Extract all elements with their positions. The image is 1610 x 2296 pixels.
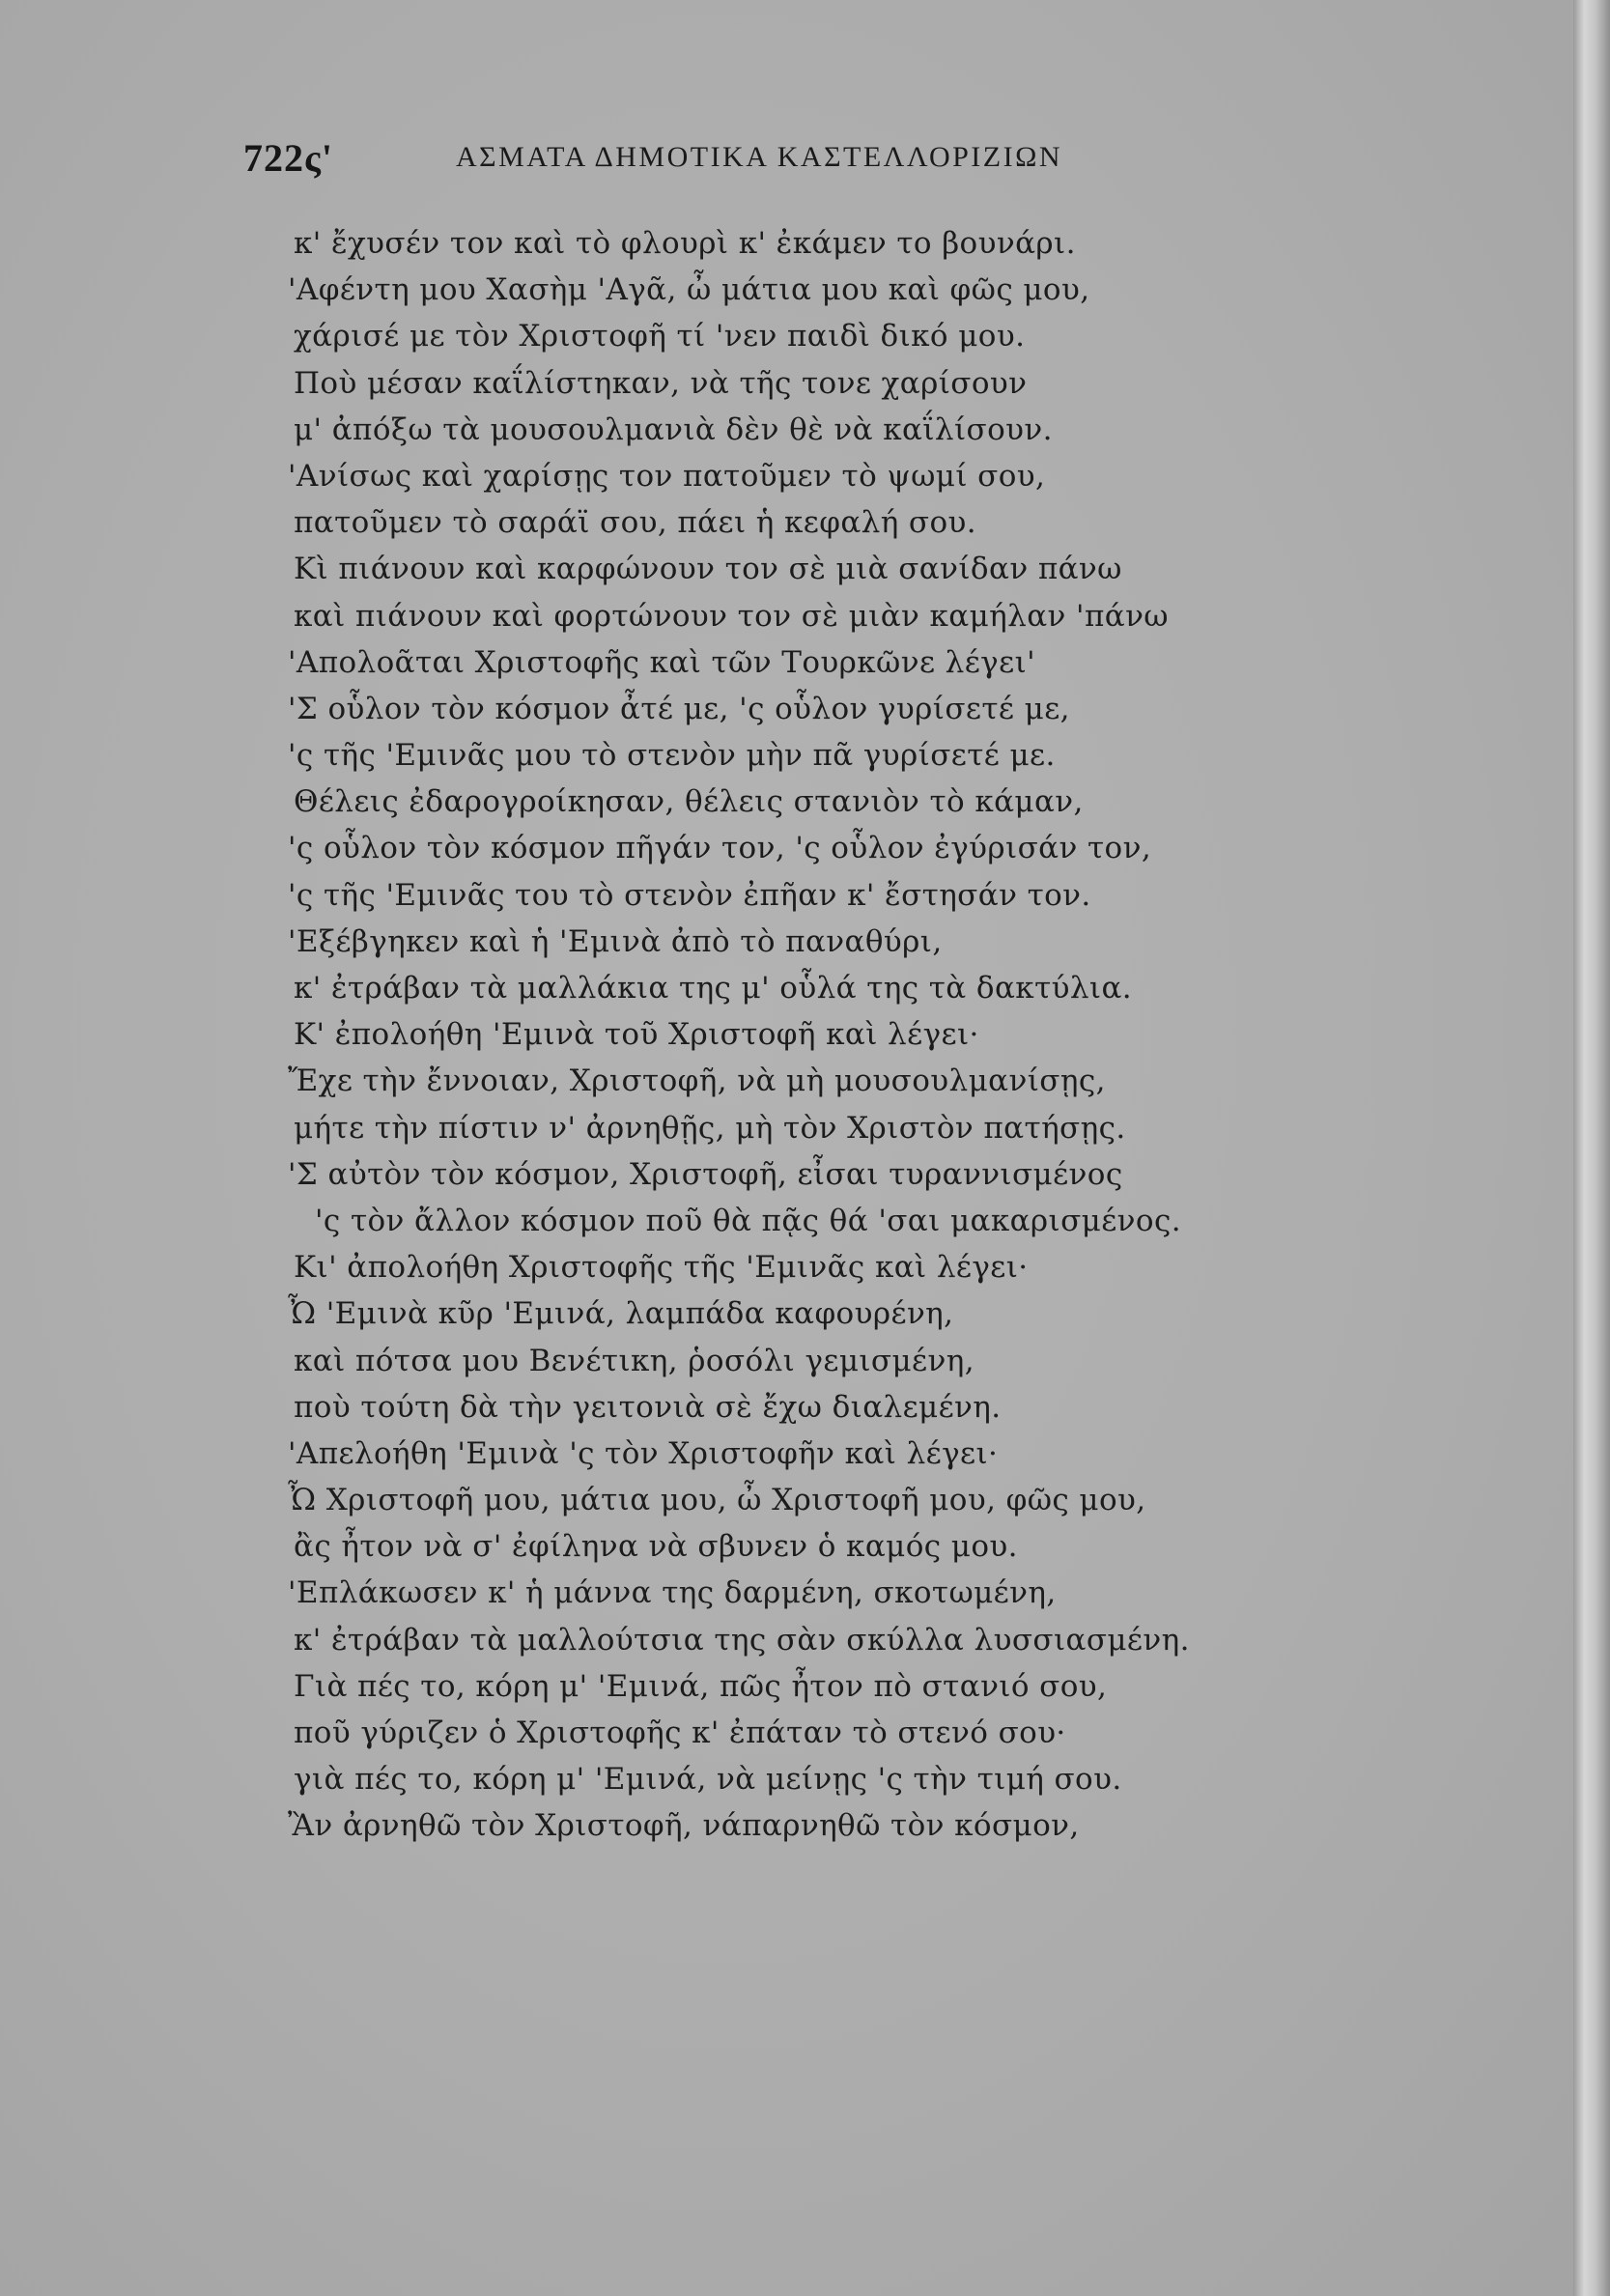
poem-text	[288, 220, 1259, 1850]
verse-line: κ' ἐτράβαν τὰ μαλλάκια της μ' οὗλά της τὰ δακτύλια.	[294, 971, 1133, 1006]
verse-line: Κὶ πιάνουν καὶ καρφώνουν τον σὲ μιὰ σανίδαν πάνω	[294, 552, 1122, 587]
verse-line: 'Σ οὗλον τὸν κόσμον ἆτέ με, 'ς οὗλον γυρίσετέ με,	[288, 691, 1070, 726]
verse-line: Ποὺ μέσαν καΐλίστηκαν, νὰ τῆς τονε χαρίσουν	[294, 365, 1028, 401]
verse-line: καὶ πιάνουν καὶ φορτώνουν τον σὲ μιὰν καμήλαν 'πάνω	[294, 598, 1169, 634]
verse-line: 'ς οὗλον τὸν κόσμον πῆγάν τον, 'ς οὗλον ἐγύρισάν τον,	[288, 831, 1152, 866]
verse-line: μ' ἀπόξω τὰ μουσουλμανιὰ δὲν θὲ νὰ καΐλίσουν.	[294, 411, 1053, 447]
verse-line: ποῦ γύριζεν ὁ Χριστοφῆς κ' ἐπάταν τὸ στενό σου·	[294, 1715, 1066, 1750]
verse-line: καὶ πότσα μου Βενέτικη, ῥοσόλι γεμισμένη,	[294, 1343, 974, 1378]
verse-line: γιὰ πές το, κόρη μ' 'Εμινά, νὰ μείνῃς 'ς τὴν τιμή σου.	[294, 1762, 1122, 1798]
verse-line: 'Ανίσως καὶ χαρίσῃς τον πατοῦμεν τὸ ψωμί σου,	[288, 458, 1046, 494]
verse-line: 'Απολοᾶται Χριστοφῆς καὶ τῶν Τουρκῶνε λέγει'	[288, 644, 1036, 680]
page-header	[243, 135, 1209, 193]
verse-line: Κι' ἀπολοήθη Χριστοφῆς τῆς 'Εμινᾶς καὶ λέγει·	[294, 1250, 1029, 1286]
verse-line: Κ' ἐπολοήθη 'Εμινὰ τοῦ Χριστοφῆ καὶ λέγει·	[294, 1017, 979, 1053]
verse-line: 'Αφέντη μου Χασὴμ 'Αγᾶ, ὦ μάτια μου καὶ φῶς μου,	[288, 272, 1090, 308]
verse-line: Ὦ 'Εμινὰ κῦρ 'Εμινά, λαμπάδα καφουρένη,	[288, 1296, 954, 1332]
page-number: 722ς'	[243, 136, 333, 180]
verse-line: 'ς τῆς 'Εμινᾶς του τὸ στενὸν ἐπῆαν κ' ἔστησάν τον.	[288, 877, 1091, 913]
verse-line: Ἔχε τὴν ἔννοιαν, Χριστοφῆ, νὰ μὴ μουσουλμανίσῃς,	[288, 1063, 1106, 1099]
verse-line: Ἂν ἀρνηθῶ τὸν Χριστοφῆ, νάπαρνηθῶ τὸν κόσμον,	[288, 1808, 1080, 1844]
verse-line: κ' ἔχυσέν τον καὶ τὸ φλουρὶ κ' ἐκάμεν το βουνάρι.	[294, 226, 1076, 261]
verse-line: χάρισέ με τὸν Χριστοφῆ τί 'νεν παιδὶ δικό μου.	[294, 319, 1026, 354]
verse-line: ποὺ τούτη δὰ τὴν γειτονιὰ σὲ ἔχω διαλεμένη.	[294, 1389, 1002, 1425]
verse-line: πατοῦμεν τὸ σαράϊ σου, πάει ἡ κεφαλή σου.	[294, 505, 977, 541]
verse-line: 'Εξέβγηκεν καὶ ἡ 'Εμινὰ ἀπὸ τὸ παναθύρι,	[288, 923, 943, 959]
running-title: ΑΣΜΑΤΑ ΔΗΜΟΤΙΚΑ ΚΑΣΤΕΛΛΟΡΙΖΙΩΝ	[456, 141, 1063, 173]
page-binding-edge	[1573, 0, 1610, 2296]
verse-line: ἂς ἦτον νὰ σ' ἐφίληνα νὰ σβυνεν ὁ καμός μου.	[294, 1529, 1018, 1565]
verse-line: 'Σ αὐτὸν τὸν κόσμον, Χριστοφῆ, εἶσαι τυραννισμένος	[288, 1156, 1123, 1192]
verse-line: 'ς τῆς 'Εμινᾶς μου τὸ στενὸν μὴν πᾶ γυρίσετέ με.	[288, 738, 1056, 774]
verse-line: κ' ἐτράβαν τὰ μαλλούτσια της σὰν σκύλλα λυσσιασμένη.	[294, 1622, 1190, 1658]
verse-line: Ὦ Χριστοφῆ μου, μάτια μου, ὦ Χριστοφῆ μου, φῶς μου,	[288, 1483, 1146, 1518]
verse-line: 'ς τὸν ἄλλον κόσμον ποῦ θὰ πᾷς θά 'σαι μακαρισμένος.	[315, 1203, 1182, 1238]
verse-line: Γιὰ πές το, κόρη μ' 'Εμινά, πῶς ἦτον πὸ στανιό σου,	[294, 1668, 1108, 1704]
verse-line: Θέλεις ἐδαρογροίκησαν, θέλεις στανιὸν τὸ κάμαν,	[294, 784, 1084, 820]
verse-line: 'Επλάκωσεν κ' ἡ μάννα της δαρμένη, σκοτωμένη,	[288, 1575, 1057, 1611]
verse-line: μήτε τὴν πίστιν ν' ἀρνηθῇς, μὴ τὸν Χριστὸν πατήσῃς.	[294, 1110, 1126, 1146]
verse-line: 'Απελοήθη 'Εμινὰ 'ς τὸν Χριστοφῆν καὶ λέγει·	[288, 1435, 999, 1471]
